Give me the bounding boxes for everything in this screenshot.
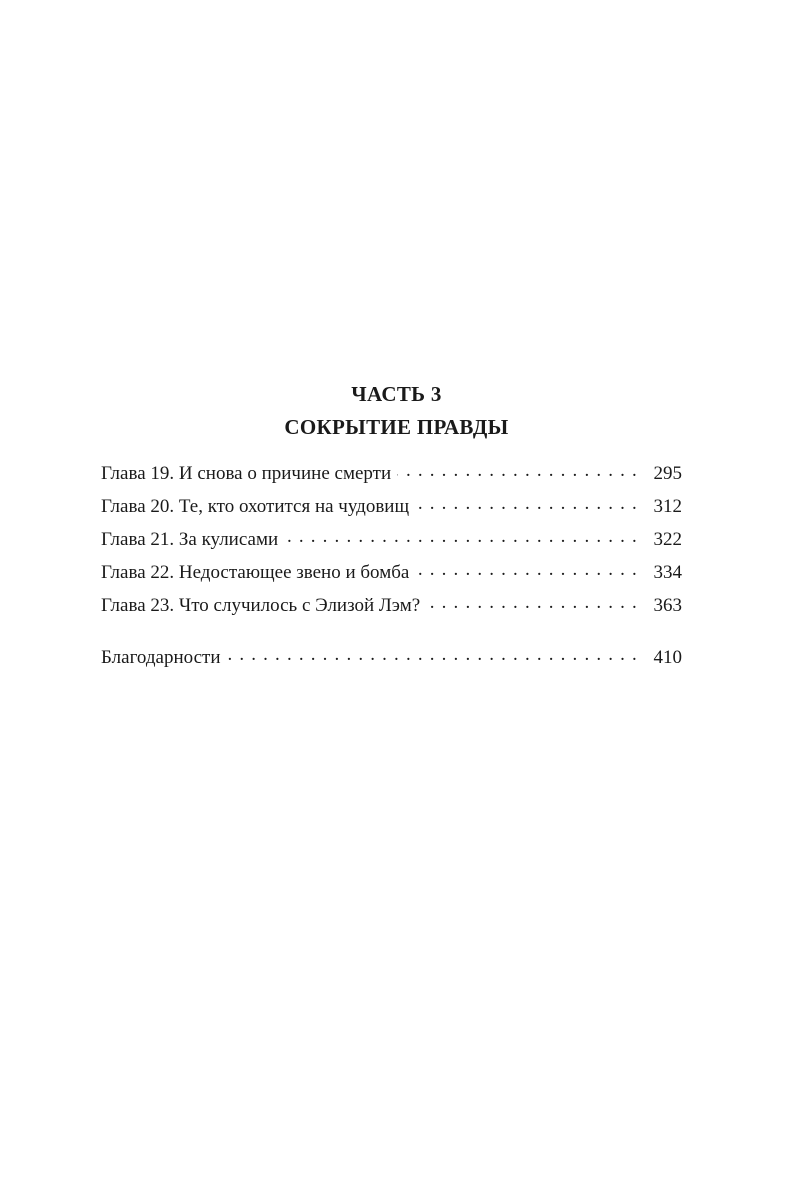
toc-dot-leader (415, 493, 638, 512)
toc-entry-page: 322 (653, 529, 682, 550)
toc-entry-chapter-19[interactable] (101, 460, 682, 493)
toc-entry-page: 363 (653, 595, 682, 616)
part-number: ЧАСТЬ 3 (351, 382, 442, 406)
toc-entry-label: Глава 21. За кулисами (101, 529, 279, 550)
toc-dot-leader (397, 460, 638, 479)
toc-entry-chapter-21[interactable] (101, 526, 682, 559)
toc-dot-leader (415, 559, 638, 578)
toc-entry-page: 295 (653, 463, 682, 484)
toc-entry-acknowledgements[interactable] (101, 644, 682, 677)
toc-entry-label: Глава 22. Недостающее звено и бомба (101, 562, 410, 583)
toc-dot-leader (284, 526, 638, 545)
toc-entry-chapter-20[interactable] (101, 493, 682, 526)
table-of-contents (101, 460, 682, 677)
toc-entry-page: 334 (653, 562, 682, 583)
toc-entry-label: Благодарности (101, 647, 221, 668)
toc-dot-leader (227, 644, 639, 663)
toc-entry-chapter-22[interactable] (101, 559, 682, 592)
toc-entry-label: Глава 20. Те, кто охотится на чудовищ (101, 496, 410, 517)
toc-entry-label: Глава 23. Что случилось с Элизой Лэм? (101, 595, 421, 616)
part-title: СОКРЫТИЕ ПРАВДЫ (284, 415, 509, 439)
toc-entry-page: 312 (653, 496, 682, 517)
toc-entry-chapter-23[interactable] (101, 592, 682, 625)
toc-entry-label: Глава 19. И снова о причине смерти (101, 463, 392, 484)
toc-dot-leader (426, 592, 638, 611)
part-heading (0, 378, 793, 444)
toc-entry-page: 410 (653, 647, 682, 668)
